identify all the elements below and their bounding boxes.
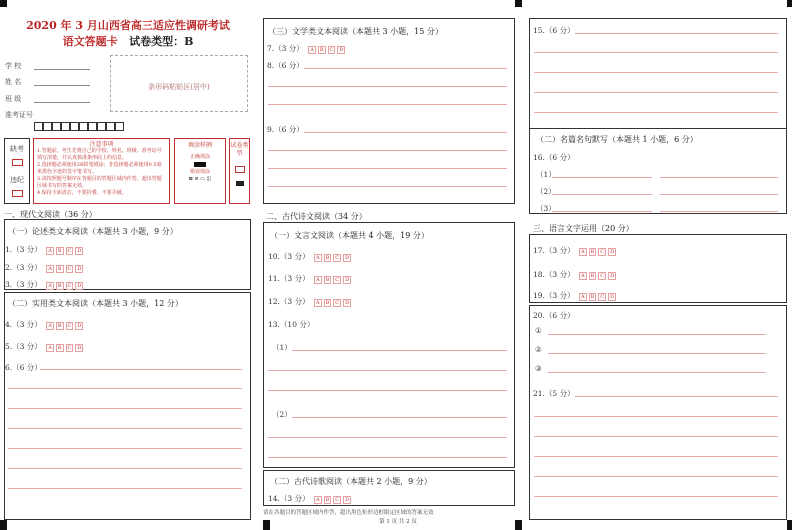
q5-label: 5.（3 分） A B C D bbox=[5, 342, 82, 351]
paper-type-box-label: 试卷类型 bbox=[230, 142, 249, 157]
q14-option-c[interactable]: C bbox=[335, 497, 340, 503]
q7-option-b[interactable]: B bbox=[319, 47, 324, 53]
q4-option-a[interactable]: A bbox=[48, 323, 52, 329]
violation-checkbox[interactable] bbox=[12, 190, 23, 197]
q18-option-d[interactable]: D bbox=[610, 273, 615, 279]
q16-3-label: （3） bbox=[536, 204, 556, 213]
q10-option-a[interactable]: A bbox=[315, 255, 320, 261]
q15-label: 15.（6 分） bbox=[533, 26, 575, 35]
sub2-heading: （二）实用类文本阅读（本题共 3 小题，12 分） bbox=[8, 299, 183, 308]
q11-option-d[interactable]: D bbox=[345, 277, 350, 283]
q9-answer-line-1[interactable] bbox=[304, 132, 507, 133]
q17-option-b[interactable]: B bbox=[590, 249, 595, 255]
absent-label: 缺考 bbox=[10, 145, 24, 153]
q8-answer-line-2[interactable] bbox=[268, 86, 507, 87]
q8-answer-line-3[interactable] bbox=[268, 104, 507, 105]
notice-line-1: 1.答题前，考生先将自己的学校、姓名、班级、准考证号填写清楚，并认真核准条形码上的信息。 bbox=[37, 148, 162, 161]
q4-label: 4.（3 分） A B C D bbox=[5, 320, 82, 329]
q11-option-b[interactable]: B bbox=[325, 277, 330, 283]
q14-label: 14.（3 分） A B C D bbox=[268, 494, 350, 503]
sub5-heading: （二）古代诗歌阅读（本题共 2 小题，9 分） bbox=[270, 477, 432, 486]
correct-fill-example bbox=[194, 162, 206, 167]
q18-option-c[interactable]: C bbox=[600, 273, 605, 279]
q7-label: 7.（3 分） A B C D bbox=[267, 44, 344, 53]
q12-option-c[interactable]: C bbox=[335, 300, 340, 306]
q18-label: 18.（3 分） A B C D bbox=[533, 270, 615, 279]
q5-option-b[interactable]: B bbox=[57, 345, 62, 351]
class-field[interactable] bbox=[34, 102, 90, 103]
footer-page-number: 第 1 页 共 2 页 bbox=[379, 519, 417, 525]
notice-box bbox=[33, 138, 170, 204]
corner-mark-bottom-right bbox=[787, 520, 792, 530]
sub6-heading: （二）名篇名句默写（本题共 1 小题，6 分） bbox=[536, 135, 698, 144]
q13-part1-label: （1） bbox=[272, 343, 292, 352]
correct-fill-label: 正确填涂 bbox=[189, 154, 210, 160]
q21-answer-line-3[interactable] bbox=[534, 436, 778, 437]
q1-option-c[interactable]: C bbox=[67, 248, 72, 254]
paper-type-a-bubble[interactable] bbox=[235, 166, 245, 173]
exam-number-label: 准考证号 bbox=[5, 111, 33, 119]
q10-option-d[interactable]: D bbox=[345, 255, 350, 261]
q6-answer-line-1[interactable] bbox=[40, 369, 242, 370]
q21-answer-line-2[interactable] bbox=[534, 416, 778, 417]
paper-type-box bbox=[229, 138, 250, 204]
q3-option-a[interactable]: A bbox=[48, 283, 52, 289]
q17-label: 17.（3 分） A B C D bbox=[533, 246, 615, 255]
footer-warning: 请在各题目的答题区域内作答，超出黑色矩形边框限定区域的答案无效 bbox=[263, 510, 434, 516]
q21-answer-line-6[interactable] bbox=[534, 496, 778, 497]
q10-option-c[interactable]: C bbox=[335, 255, 340, 261]
q2-option-d[interactable]: D bbox=[77, 266, 82, 272]
q5-option-a[interactable]: A bbox=[48, 345, 52, 351]
q9-answer-line-2[interactable] bbox=[268, 150, 507, 151]
barcode-label: 条形码粘贴区(居中) bbox=[148, 83, 210, 91]
q14-option-d[interactable]: D bbox=[345, 497, 350, 503]
q2-label: 2.（3 分） A B C D bbox=[5, 263, 82, 272]
q16-3-answer-line-a[interactable] bbox=[552, 211, 652, 212]
part3-heading: 三、语言文字运用（20 分） bbox=[533, 224, 634, 233]
q5-option-d[interactable]: D bbox=[77, 345, 82, 351]
q13-part2-label: （2） bbox=[272, 410, 292, 419]
q21-label: 21.（5 分） bbox=[533, 389, 575, 398]
q6-answer-line-7[interactable] bbox=[8, 488, 242, 489]
notice-line-2: 2.选择题必须使用2B铅笔填涂；非选择题必须使用0.5毫米黑色字迹的签字笔书写。 bbox=[37, 162, 162, 175]
q16-2-label: （2） bbox=[536, 187, 556, 196]
barcode-area bbox=[110, 55, 248, 112]
q19-label: 19.（3 分） A B C D bbox=[533, 291, 615, 300]
q13-1-answer-line-1[interactable] bbox=[292, 350, 507, 351]
card-name: 语文答题卡 bbox=[62, 35, 118, 48]
q3-option-c[interactable]: C bbox=[67, 283, 72, 289]
corner-mark-top-left bbox=[0, 0, 7, 7]
q7-option-a[interactable]: A bbox=[310, 47, 314, 53]
notice-title: 注意事项 bbox=[89, 141, 114, 148]
absent-checkbox[interactable] bbox=[12, 159, 23, 166]
q16-1-answer-line-a[interactable] bbox=[552, 177, 652, 178]
corner-mark-top-right bbox=[787, 0, 792, 7]
corner-mark-top-mid bbox=[515, 0, 522, 7]
paper-type-label: 试卷类型： bbox=[129, 35, 185, 48]
q1-option-b[interactable]: B bbox=[57, 248, 62, 254]
q20-3-answer-line[interactable] bbox=[548, 372, 766, 373]
q11-option-c[interactable]: C bbox=[335, 277, 340, 283]
q3-option-d[interactable]: D bbox=[77, 283, 82, 289]
violation-label: 违纪 bbox=[10, 176, 24, 184]
q12-option-a[interactable]: A bbox=[315, 300, 320, 306]
section6-box bbox=[529, 18, 787, 214]
q16-label: 16.（6 分） bbox=[533, 153, 575, 162]
q6-answer-line-3[interactable] bbox=[8, 408, 242, 409]
q20-2-answer-line[interactable] bbox=[548, 353, 766, 354]
q20-item-3-label: ③ bbox=[535, 364, 542, 373]
q6-answer-line-5[interactable] bbox=[8, 448, 242, 449]
q15-answer-line-1[interactable] bbox=[575, 33, 778, 34]
q19-option-b[interactable]: B bbox=[590, 294, 595, 300]
name-label: 姓 名 bbox=[5, 78, 22, 86]
paper-type-value: B bbox=[184, 35, 194, 48]
q6-answer-line-6[interactable] bbox=[8, 468, 242, 469]
q20-item-1-label: ① bbox=[535, 326, 542, 335]
corner-mark-bottom-mid2 bbox=[515, 520, 522, 530]
wrong-fill-label: 错误填涂 bbox=[189, 169, 210, 175]
q9-answer-line-3[interactable] bbox=[268, 168, 507, 169]
paper-type-b-bubble[interactable] bbox=[236, 181, 244, 186]
q3-option-b[interactable]: B bbox=[57, 283, 62, 289]
q4-option-d[interactable]: D bbox=[77, 323, 82, 329]
q20-item-2-label: ② bbox=[535, 345, 542, 354]
q17-option-a[interactable]: A bbox=[580, 249, 585, 255]
sub4-heading: （一）文言文阅读（本题共 4 小题，19 分） bbox=[270, 231, 429, 240]
part2-heading: 二、古代诗文阅读（34 分） bbox=[266, 212, 367, 221]
q2-option-c[interactable]: C bbox=[67, 266, 72, 272]
q21-answer-line-5[interactable] bbox=[534, 476, 778, 477]
q1-option-a[interactable]: A bbox=[48, 248, 52, 254]
q11-label: 11.（3 分） A B C D bbox=[268, 274, 350, 283]
q16-2-answer-line-b[interactable] bbox=[660, 194, 778, 195]
q13-2-answer-line-2[interactable] bbox=[268, 437, 507, 438]
card-subtitle bbox=[0, 33, 256, 49]
section8-box bbox=[529, 305, 787, 520]
q12-option-d[interactable]: D bbox=[345, 300, 350, 306]
q1-label: 1.（3 分） A B C D bbox=[5, 245, 82, 254]
q16-3-answer-line-b[interactable] bbox=[660, 211, 778, 212]
class-label: 班 级 bbox=[5, 95, 22, 103]
q13-1-answer-line-3[interactable] bbox=[268, 390, 507, 391]
q13-1-answer-line-2[interactable] bbox=[268, 370, 507, 371]
q3-label: 3.（3 分） A B C D bbox=[5, 280, 82, 289]
exam-number-grid[interactable] bbox=[34, 122, 124, 131]
q14-option-b[interactable]: B bbox=[325, 497, 330, 503]
q7-option-d[interactable]: D bbox=[339, 47, 344, 53]
q19-option-a[interactable]: A bbox=[580, 294, 585, 300]
q20-1-answer-line[interactable] bbox=[548, 334, 766, 335]
q13-label: 13.（10 分） bbox=[268, 320, 315, 329]
q7-option-c[interactable]: C bbox=[329, 47, 334, 53]
q4-option-c[interactable]: C bbox=[67, 323, 72, 329]
q1-option-d[interactable]: D bbox=[77, 248, 82, 254]
q13-2-answer-line-1[interactable] bbox=[292, 417, 507, 418]
q15-answer-line-4[interactable] bbox=[534, 92, 778, 93]
q21-answer-line-4[interactable] bbox=[534, 456, 778, 457]
q6-label: 6.（6 分） bbox=[5, 363, 42, 372]
q18-option-a[interactable]: A bbox=[580, 273, 585, 279]
notice-line-4: 4.保持卡面清洁，不要折叠、不要弄破。 bbox=[37, 190, 127, 196]
q6-answer-line-2[interactable] bbox=[8, 388, 242, 389]
section6-divider bbox=[529, 128, 787, 129]
q16-1-answer-line-b[interactable] bbox=[660, 177, 778, 178]
q19-option-c[interactable]: C bbox=[600, 294, 605, 300]
q2-option-a[interactable]: A bbox=[48, 266, 52, 272]
school-label: 学 校 bbox=[5, 62, 22, 70]
fill-sample-box bbox=[174, 138, 226, 204]
q19-option-d[interactable]: D bbox=[610, 294, 615, 300]
q16-2-answer-line-a[interactable] bbox=[552, 194, 652, 195]
exam-title: 2020 年 3 月山西省高三适应性调研考试 bbox=[26, 19, 230, 32]
q8-label: 8.（6 分） bbox=[267, 61, 304, 70]
absent-violation-box bbox=[4, 138, 30, 204]
q15-answer-line-2[interactable] bbox=[534, 52, 778, 53]
q6-answer-line-4[interactable] bbox=[8, 428, 242, 429]
q4-option-b[interactable]: B bbox=[57, 323, 62, 329]
q17-option-d[interactable]: D bbox=[610, 249, 615, 255]
q16-1-label: （1） bbox=[536, 170, 556, 179]
q13-2-answer-line-3[interactable] bbox=[268, 457, 507, 458]
q12-option-b[interactable]: B bbox=[325, 300, 330, 306]
sub1-heading: （一）论述类文本阅读（本题共 3 小题，9 分） bbox=[8, 227, 178, 236]
q15-answer-line-5[interactable] bbox=[534, 112, 778, 113]
q17-option-c[interactable]: C bbox=[600, 249, 605, 255]
sub3-heading: （三）文学类文本阅读（本题共 3 小题，15 分） bbox=[268, 27, 443, 36]
q2-option-b[interactable]: B bbox=[57, 266, 62, 272]
wrong-fill-example: ⊠ ⊘ ▭ ◫ bbox=[188, 176, 212, 182]
q8-answer-line-1[interactable] bbox=[304, 68, 507, 69]
q15-answer-line-3[interactable] bbox=[534, 72, 778, 73]
q14-option-a[interactable]: A bbox=[315, 497, 320, 503]
q5-option-c[interactable]: C bbox=[67, 345, 72, 351]
notice-line-3: 3.请按照题号顺序在各题目的答题区域内作答，超出答题区域书写的答案无效。 bbox=[37, 176, 162, 189]
q21-answer-line-1[interactable] bbox=[575, 396, 778, 397]
q18-option-b[interactable]: B bbox=[590, 273, 595, 279]
q12-label: 12.（3 分） A B C D bbox=[268, 297, 350, 306]
q9-label: 9.（6 分） bbox=[267, 125, 304, 134]
q10-label: 10.（3 分） A B C D bbox=[268, 252, 350, 261]
corner-mark-bottom-mid bbox=[263, 520, 270, 530]
school-field[interactable] bbox=[34, 69, 90, 70]
part1-heading: 一、现代文阅读（36 分） bbox=[4, 210, 97, 219]
q10-option-b[interactable]: B bbox=[325, 255, 330, 261]
q9-answer-line-4[interactable] bbox=[268, 186, 507, 187]
name-field[interactable] bbox=[34, 85, 90, 86]
corner-mark-bottom-left bbox=[0, 520, 7, 530]
fill-sample-title: 填涂样例 bbox=[187, 142, 212, 149]
q11-option-a[interactable]: A bbox=[315, 277, 320, 283]
q20-label: 20.（6 分） bbox=[533, 311, 575, 320]
